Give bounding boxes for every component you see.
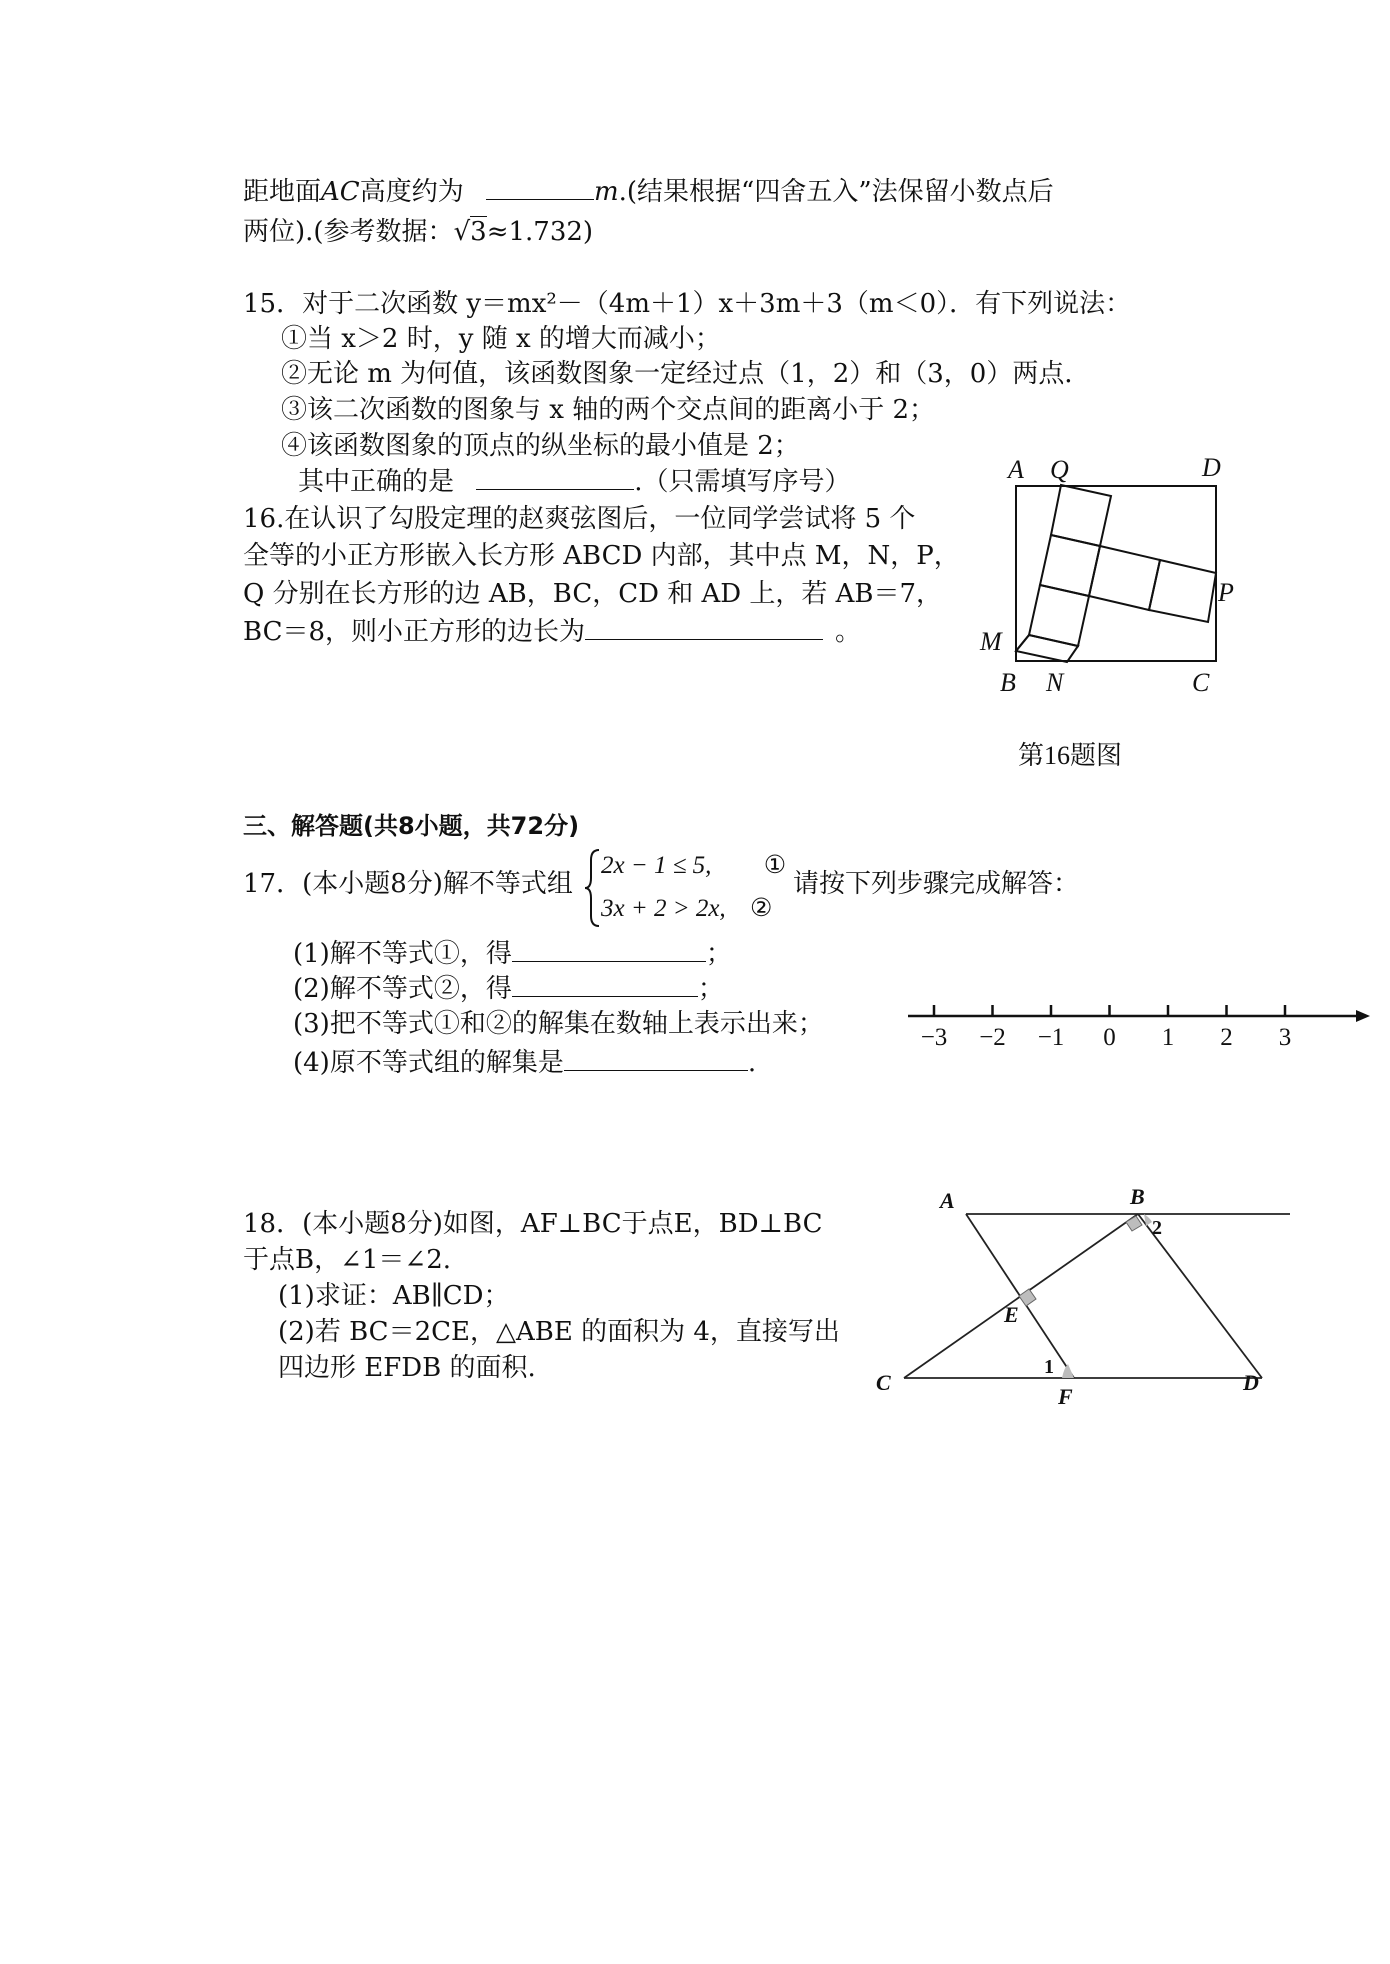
q17-suffix: 请按下列步骤完成解答： <box>793 869 1080 899</box>
q18-label-a: A <box>940 1188 955 1213</box>
q18-label-b: B <box>1130 1184 1145 1209</box>
q14-text-c: .(结果根据“四舍五入”法保留小数点后 <box>618 177 1054 207</box>
label-m: M <box>980 627 1002 656</box>
q17-ineq2-mark: ② <box>749 895 773 922</box>
q14-ref-value: ≈1.732) <box>486 217 594 247</box>
number-line-tick-label: 0 <box>1103 1024 1116 1051</box>
label-n: N <box>1046 668 1064 697</box>
label-q: Q <box>1050 455 1069 484</box>
q17-step2-end: ； <box>697 974 724 1004</box>
q17-step4-text: (4)原不等式组的解集是 <box>293 1048 564 1078</box>
q18-label-c: C <box>876 1370 891 1395</box>
label-c: C <box>1192 668 1210 697</box>
q16-figure-caption: 第16题图 <box>1018 741 1123 770</box>
sqrt-symbol: √ <box>453 217 471 247</box>
q15-item2: ②无论 m 为何值，该函数图象一定经过点（1，2）和（3，0）两点． <box>281 359 1091 389</box>
number-line-tick-label: −2 <box>979 1024 1006 1051</box>
right-angle-b-mark <box>1126 1216 1142 1231</box>
number-line-tick-label: −1 <box>1037 1024 1065 1051</box>
q17-step4-end: . <box>747 1048 757 1078</box>
q17-step1-text: (1)解不等式①，得 <box>293 939 512 969</box>
q16-line4-prefix: BC＝8，则小正方形的边长为 <box>243 617 586 647</box>
q17-ineq1-mark: ① <box>763 852 787 879</box>
q18-angle-2-label: 2 <box>1152 1217 1162 1239</box>
q18-line3: (1)求证：AB∥CD； <box>278 1281 510 1311</box>
q15-stem: 15．对于二次函数 y＝mx²－（4m＋1）x＋3m＋3（m＜0）．有下列说法： <box>243 289 1132 319</box>
q14-var-ac: AC <box>321 177 360 207</box>
q17-prefix: 17．(本小题8分)解不等式组 <box>243 869 573 899</box>
q18-line5: 四边形 EFDB 的面积. <box>278 1353 536 1383</box>
q18-angle-1-label: 1 <box>1044 1356 1054 1378</box>
q18-line2: 于点B，∠1＝∠2. <box>243 1245 452 1275</box>
q18-label-f: F <box>1058 1384 1073 1409</box>
q16-line2: 全等的小正方形嵌入长方形 ABCD 内部，其中点 M，N，P， <box>243 541 960 571</box>
q18-line1: 18．(本小题8分)如图，AF⊥BC于点E，BD⊥BC <box>243 1209 823 1239</box>
q14-text-b: 高度约为 <box>359 177 464 207</box>
q16-line4-suffix: 。 <box>835 617 862 647</box>
section3-title: 三、解答题(共8小题，共72分) <box>243 812 580 840</box>
number-line-tick-label: 3 <box>1278 1024 1292 1051</box>
q14-unit: m <box>593 177 619 207</box>
q14-text-a: 距地面 <box>243 177 322 207</box>
q15-item4: ④该函数图象的顶点的纵坐标的最小值是 2； <box>281 431 800 461</box>
label-b: B <box>1000 668 1016 697</box>
q15-answer-prefix: 其中正确的是 <box>298 467 455 497</box>
label-a: A <box>1008 455 1024 484</box>
q18-label-d: D <box>1243 1370 1259 1395</box>
q17-step1-end: ； <box>705 939 732 969</box>
q17-step2-text: (2)解不等式②，得 <box>293 974 512 1004</box>
angle-1-mark <box>1062 1364 1074 1378</box>
q17-ineq1-text: 2x − 1 ≤ 5, <box>601 852 712 879</box>
label-d: D <box>1202 453 1221 482</box>
right-angle-e-mark <box>1019 1289 1036 1306</box>
number-line-tick-label: −3 <box>920 1024 948 1051</box>
q16-line1: 16.在认识了勾股定理的赵爽弦图后，一位同学尝试将 5 个 <box>243 504 916 534</box>
q15-item1: ①当 x＞2 时，y 随 x 的增大而减小； <box>281 324 721 354</box>
number-line-tick-label: 2 <box>1220 1024 1233 1051</box>
label-p: P <box>1218 578 1234 607</box>
q16-line3: Q 分别在长方形的边 AB，BC，CD 和 AD 上，若 AB＝7， <box>243 579 943 609</box>
q17-step3: (3)把不等式①和②的解集在数轴上表示出来； <box>293 1009 824 1039</box>
q15-answer-suffix: .（只需填写序号） <box>634 467 851 497</box>
q18-label-e: E <box>1004 1302 1019 1327</box>
q18-line4: (2)若 BC＝2CE，△ABE 的面积为 4，直接写出 <box>278 1317 840 1347</box>
number-line-tick-label: 1 <box>1161 1024 1175 1051</box>
q15-item3: ③该二次函数的图象与 x 轴的两个交点间的距离小于 2； <box>281 395 935 425</box>
q17-ineq2-text: 3x + 2 > 2x, <box>601 895 726 922</box>
q14-ref-text: 两位).(参考数据： <box>243 217 454 247</box>
sqrt-radicand: 3 <box>470 217 487 247</box>
